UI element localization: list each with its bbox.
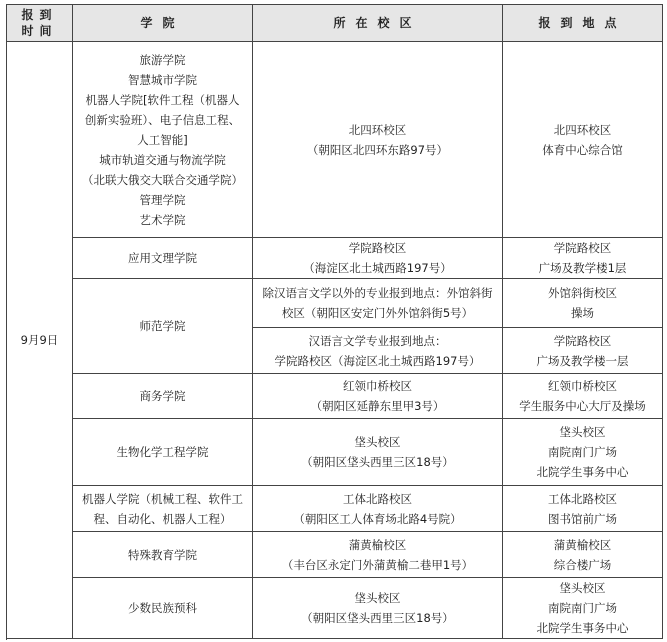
cell-line: 红领巾桥校区 bbox=[548, 379, 617, 393]
table-row bbox=[7, 42, 663, 238]
campus-cell bbox=[253, 328, 503, 374]
cell-line: （朝阳区垡头西里三区18号） bbox=[301, 455, 454, 469]
campus-cell bbox=[253, 486, 503, 532]
cell-line: 南院南门广场 bbox=[548, 601, 617, 615]
cell-line: 程、自动化、机器人工程） bbox=[93, 511, 232, 526]
cell-line: 学院路校区 bbox=[553, 241, 612, 255]
cell-line: 工体北路校区 bbox=[343, 491, 412, 506]
cell-line: （北联大俄交大联合交通学院） bbox=[82, 172, 243, 187]
cell-line: 垡头校区 bbox=[354, 591, 401, 605]
campus-cell bbox=[253, 419, 503, 486]
campus-cell bbox=[253, 238, 503, 279]
cell-line: 城市轨道交通与物流学院 bbox=[99, 152, 226, 167]
location-cell bbox=[503, 328, 663, 374]
college-cell bbox=[73, 578, 253, 639]
cell-line: 垡头校区 bbox=[354, 435, 401, 449]
campus-cell bbox=[253, 42, 503, 238]
cell-line: 机器人学院[软件工程（机器人 bbox=[85, 92, 240, 107]
header-location: 报到地点 bbox=[503, 5, 663, 42]
college-cell bbox=[73, 532, 253, 578]
table-row bbox=[7, 419, 663, 486]
cell-line: 少数民族预科 bbox=[128, 601, 197, 615]
cell-line: 学院路校区 bbox=[348, 241, 407, 255]
cell-line: 艺术学院 bbox=[139, 212, 186, 227]
table-row bbox=[7, 279, 663, 328]
location-cell bbox=[503, 532, 663, 578]
table-row bbox=[7, 238, 663, 279]
college-cell bbox=[73, 374, 253, 419]
header-time bbox=[7, 5, 73, 42]
cell-line: 除汉语言文学以外的专业报到地点：外馆斜街 bbox=[262, 286, 493, 300]
location-cell bbox=[503, 374, 663, 419]
location-cell bbox=[503, 578, 663, 639]
cell-line: 广场及教学楼1层 bbox=[538, 261, 627, 275]
cell-line: 红领巾桥校区 bbox=[343, 379, 412, 393]
cell-line: 学生服务中心大厅及操场 bbox=[519, 399, 646, 413]
cell-line: 北院学生事务中心 bbox=[536, 465, 629, 479]
cell-line: 蒲黄榆校区 bbox=[348, 537, 407, 552]
table-header-row bbox=[7, 5, 663, 42]
cell-line: 图书馆前广场 bbox=[548, 511, 617, 526]
cell-line: 南院南门广场 bbox=[548, 445, 617, 459]
cell-line: 汉语言文学专业报到地点： bbox=[308, 333, 447, 348]
table-row bbox=[7, 374, 663, 419]
header-college: 学院 bbox=[73, 5, 253, 42]
header-time-line: 时间 bbox=[21, 24, 58, 38]
location-cell bbox=[503, 486, 663, 532]
cell-line: （朝阳区工人体育场北路4号院） bbox=[293, 511, 462, 526]
location-cell bbox=[503, 279, 663, 328]
cell-line: 人工智能] bbox=[137, 132, 188, 147]
college-cell bbox=[73, 279, 253, 374]
cell-line: 创新实验班）、电子信息工程、 bbox=[84, 112, 241, 127]
cell-line: 垡头校区 bbox=[559, 581, 606, 595]
cell-line: 工体北路校区 bbox=[548, 491, 617, 506]
campus-cell bbox=[253, 279, 503, 328]
cell-line: 商务学院 bbox=[139, 389, 186, 403]
cell-line: （朝阳区北四环东路97号） bbox=[306, 142, 449, 157]
cell-line: 体育中心综合馆 bbox=[542, 142, 623, 157]
cell-line: 管理学院 bbox=[139, 192, 186, 207]
cell-line: 垡头校区 bbox=[559, 425, 606, 439]
date-cell: 9月9日 bbox=[7, 42, 73, 639]
cell-line: 学院路校区（海淀区北土城西路197号） bbox=[274, 353, 481, 368]
cell-line: 北四环校区 bbox=[348, 122, 407, 137]
college-cell bbox=[73, 238, 253, 279]
table-row bbox=[7, 532, 663, 578]
cell-line: （朝阳区延静东里甲3号） bbox=[310, 399, 445, 413]
cell-line: 旅游学院 bbox=[139, 52, 186, 67]
cell-line: 学院路校区 bbox=[553, 333, 612, 348]
cell-line: 智慧城市学院 bbox=[128, 72, 197, 87]
location-cell bbox=[503, 42, 663, 238]
header-time-line: 报到 bbox=[21, 8, 58, 22]
campus-cell bbox=[253, 532, 503, 578]
cell-line: 特殊教育学院 bbox=[128, 547, 197, 562]
cell-line: 综合楼广场 bbox=[553, 557, 612, 572]
cell-line: （丰台区永定门外蒲黄榆二巷甲1号） bbox=[281, 557, 474, 572]
table-row bbox=[7, 486, 663, 532]
cell-line: （朝阳区垡头西里三区18号） bbox=[301, 611, 454, 625]
cell-line: 生物化学工程学院 bbox=[116, 445, 209, 459]
cell-line: 机器人学院（机械工程、软件工 bbox=[82, 491, 243, 506]
campus-cell bbox=[253, 374, 503, 419]
cell-line: 校区（朝阳区安定门外外馆斜街5号） bbox=[281, 306, 474, 320]
cell-line: 蒲黄榆校区 bbox=[553, 537, 612, 552]
cell-line: 外馆斜街校区 bbox=[548, 286, 617, 300]
campus-cell bbox=[253, 578, 503, 639]
cell-line: 操场 bbox=[571, 306, 594, 320]
college-cell bbox=[73, 486, 253, 532]
cell-line: 师范学院 bbox=[139, 319, 186, 333]
location-cell bbox=[503, 419, 663, 486]
table-row bbox=[7, 578, 663, 639]
cell-line: 广场及教学楼一层 bbox=[536, 353, 629, 368]
cell-line: （海淀区北土城西路197号） bbox=[303, 261, 452, 275]
registration-table bbox=[6, 4, 663, 639]
cell-line: 北四环校区 bbox=[553, 122, 612, 137]
header-campus: 所在校区 bbox=[253, 5, 503, 42]
cell-line: 北院学生事务中心 bbox=[536, 621, 629, 635]
college-cell bbox=[73, 42, 253, 238]
cell-line: 应用文理学院 bbox=[128, 251, 197, 265]
college-cell bbox=[73, 419, 253, 486]
location-cell bbox=[503, 238, 663, 279]
